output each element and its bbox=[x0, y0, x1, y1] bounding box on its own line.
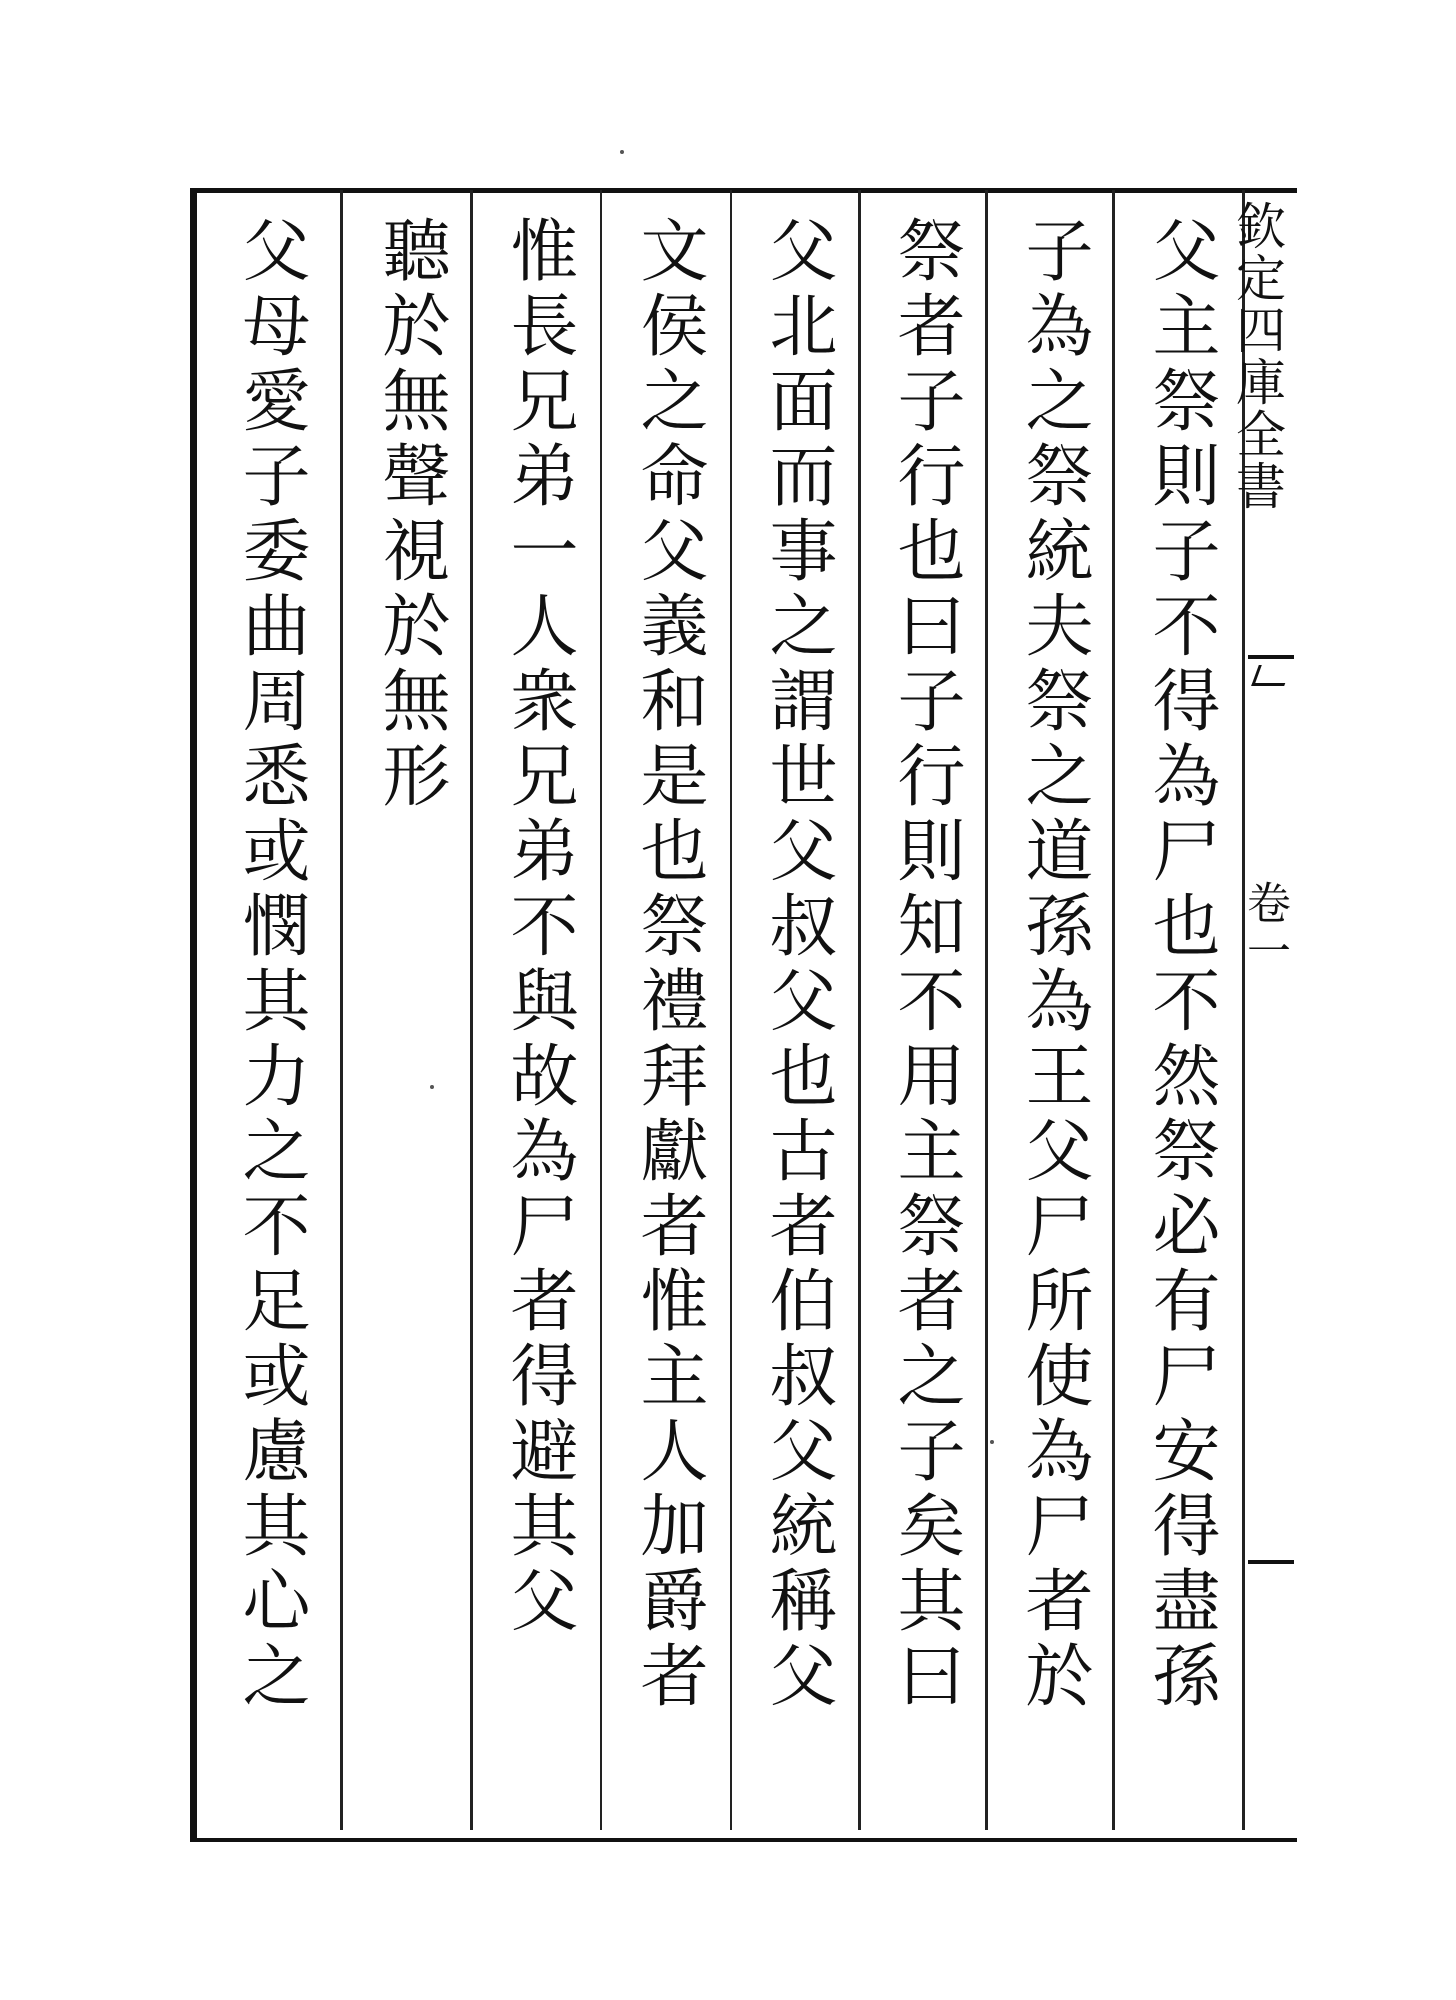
column-divider bbox=[730, 190, 732, 1830]
column-divider bbox=[858, 190, 861, 1830]
fishtail-rule bbox=[1248, 1560, 1294, 1572]
paper-speck bbox=[620, 150, 624, 154]
column-divider bbox=[340, 190, 343, 1830]
text-column-5: 文侯之命父義和是也祭禮拜獻者惟主人加爵者 bbox=[629, 215, 708, 1715]
volume-label: 卷一 bbox=[1239, 880, 1290, 976]
text-column-6: 惟長兄弟一人衆兄弟不與故為尸者得避其父 bbox=[499, 215, 578, 1640]
column-divider bbox=[1112, 190, 1115, 1830]
text-column-1: 父主祭則子不得為尸也不然祭必有尸安得盡孫 bbox=[1141, 215, 1220, 1715]
paper-speck bbox=[430, 1085, 434, 1089]
column-divider bbox=[470, 190, 473, 1830]
column-divider bbox=[985, 190, 988, 1830]
text-column-8: 父母愛子委曲周悉或憫其力之不足或慮其心之 bbox=[231, 215, 310, 1715]
page-border bbox=[190, 188, 1297, 1842]
text-column-4: 父北面而事之謂世父叔父也古者伯叔父統稱父 bbox=[758, 215, 837, 1715]
paper-speck bbox=[990, 1440, 994, 1444]
text-column-7: 聽於無聲視於無形 bbox=[371, 215, 450, 815]
book-title-margin: 欽定四庫全書 bbox=[1228, 200, 1286, 512]
text-column-3: 祭者子行也曰子行則知不用主祭者之子矣其曰 bbox=[886, 215, 965, 1715]
text-column-2: 子為之祭統夫祭之道孫為王父尸所使為尸者於 bbox=[1014, 215, 1093, 1715]
column-divider bbox=[600, 190, 602, 1830]
